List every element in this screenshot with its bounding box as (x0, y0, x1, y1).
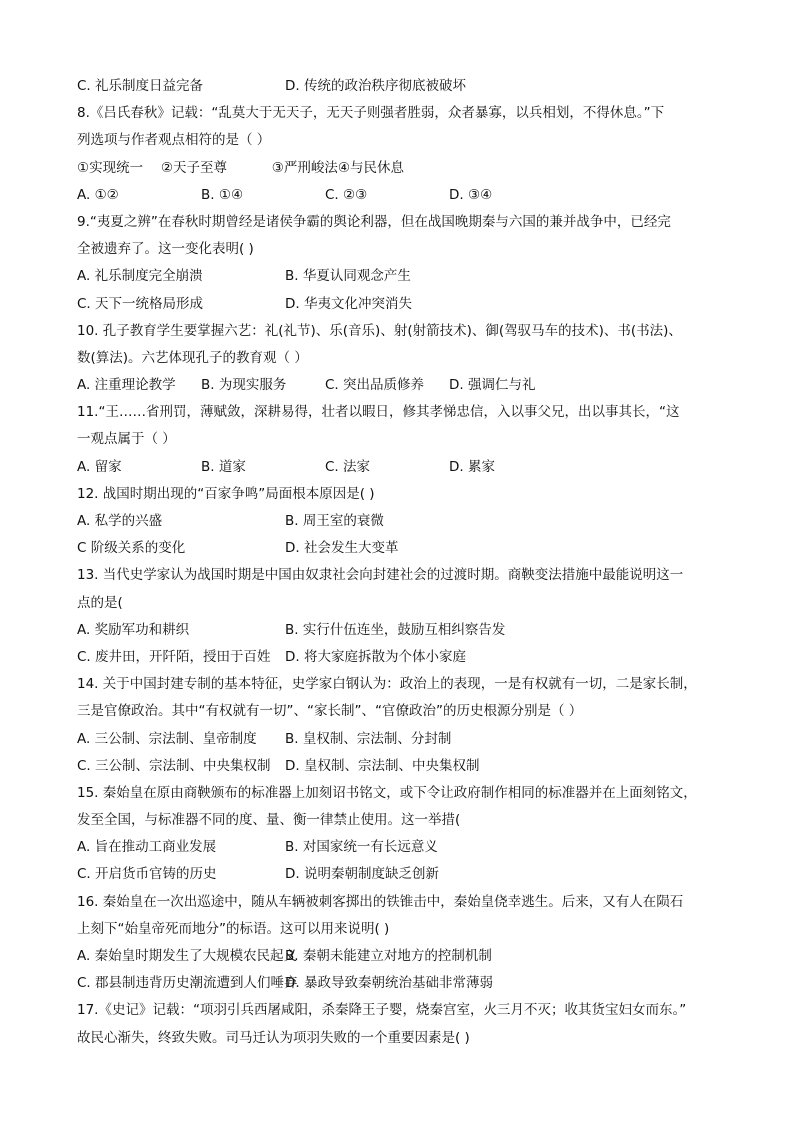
answer-option: A. 旨在推动工商业发展 (77, 839, 217, 856)
answer-option: C. 礼乐制度日益完备 (77, 78, 204, 94)
question-text-line: 13. 当代史学家认为战国时期是中国由奴隶社会向封建社会的过渡时期。商鞅变法措施中最能说明这一 (77, 567, 684, 584)
options-row (77, 970, 722, 997)
question-text-line: 12. 战国时期出现的“百家争鸣”局面根本原因是( ) (77, 485, 375, 502)
question-text-line: 数(算法)。六艺体现孔子的教育观（ ） (77, 349, 308, 366)
options-row (77, 861, 722, 888)
answer-option: C. 突出品质修养 (325, 377, 425, 394)
question-text-line: 14. 关于中国封建专制的基本特征，史学家白钢认为：政治上的表现，一是有权就有一切，二是家长制， (77, 676, 697, 693)
answer-option: B. 华夏认同观念产生 (285, 268, 411, 285)
answer-option: D. 将大家庭拆散为个体小家庭 (285, 648, 466, 665)
options-row (77, 834, 722, 861)
answer-option: C. 郡县制违背历史潮流遭到人们唾弃 (77, 975, 298, 992)
answer-option: C 阶级关系的变化 (77, 540, 186, 557)
answer-option: A. 留家 (77, 458, 122, 475)
answer-option: B. ①④ (201, 186, 244, 203)
answer-option: A. 注重理论教学 (77, 377, 176, 394)
answer-option: A. ①② (77, 186, 119, 203)
answer-option: B. 秦朝未能建立对地方的控制机制 (285, 948, 492, 964)
question-text-line: 一观点属于（ ） (77, 431, 176, 448)
answer-option: C. 天下一统格局形成 (77, 295, 204, 312)
answer-option: A. 奖励军功和耕织 (77, 621, 190, 638)
question-text-line: 17.《史记》记载：“项羽引兵西屠咸阳，杀秦降王子婴，烧秦宫室，火三月不灭；收其货宝妇女而东。” (77, 1002, 687, 1019)
answer-option: A. 三公制、宗法制、皇帝制度 (77, 730, 257, 747)
question-text-line: 上刻下“始皇帝死而地分”的标语。这可以用来说明( ) (77, 920, 390, 937)
options-row (77, 372, 722, 399)
options-row (77, 943, 722, 970)
answer-option: D. 皇权制、宗法制、中央集权制 (285, 757, 480, 774)
answer-option: B. 皇权制、宗法制、分封制 (285, 730, 452, 747)
answer-option: C. 开启货币官铸的历史 (77, 866, 217, 883)
answer-option: B. 为现实服务 (201, 377, 287, 394)
answer-option: D. 华夷文化冲突消失 (285, 295, 412, 312)
options-row (77, 508, 722, 535)
question-text-line: 发至全国，与标准器不同的度、量、衡一律禁止使用。这一举措( (77, 812, 461, 829)
options-row (77, 726, 722, 753)
answer-option: B. 道家 (201, 458, 246, 475)
answer-option: D. ③④ (449, 186, 493, 203)
question-text-line: 11.“王……省刑罚，薄赋敛，深耕易得，壮者以暇日，修其孝悌忠信，入以事父兄，出以事其长，“这 (77, 404, 680, 421)
answer-option: D. 说明秦朝制度缺乏创新 (285, 866, 439, 883)
question-text-line: 列选项与作者观点相符的是（ ） (77, 132, 271, 149)
answer-option: C. ②③ (325, 186, 368, 203)
answer-option: B. 周王室的衰微 (285, 513, 384, 529)
options-row (77, 753, 722, 780)
question-text-line: ①实现统一 ②天子至尊 ③严刑峻法④与民休息 (77, 159, 404, 176)
question-text-line: 故民心渐失，终致失败。司马迁认为项羽失败的一个重要因素是( ) (77, 1029, 470, 1046)
answer-option: B. 实行什伍连坐，鼓励互相纠察告发 (285, 621, 506, 638)
question-text-line: 8.《吕氏春秋》记载：“乱莫大于无天子，无天子则强者胜弱，众者暴寡，以兵相划，不得休息。”下 (77, 105, 665, 122)
options-row (77, 263, 722, 290)
answer-option: C. 三公制、宗法制、中央集权制 (77, 757, 271, 774)
options-row (77, 644, 722, 671)
question-text-line: 16. 秦始皇在一次出巡途中，随从车辆被刺客掷出的铁锥击中，秦始皇侥幸逃生。后来，又有人在陨石 (77, 893, 684, 910)
options-row (77, 73, 722, 100)
answer-option: D. 社会发生大变革 (285, 540, 399, 557)
question-text-line: 15. 秦始皇在原由商鞅颁布的标准器上加刻诏书铭文，或下令让政府制作相同的标准器并在上面刻铭文， (77, 784, 697, 801)
answer-option: A. 礼乐制度完全崩溃 (77, 268, 203, 285)
question-text-line: 点的是( (77, 594, 123, 611)
options-row (77, 291, 722, 318)
answer-option: C. 法家 (325, 458, 371, 475)
answer-option: C. 废井田，开阡陌，授田于百姓 (77, 648, 271, 665)
answer-option: A. 秦始皇时期发生了大规模农民起义 (77, 948, 298, 964)
answer-option: D. 强调仁与礼 (449, 377, 536, 394)
answer-option: D. 累家 (449, 458, 495, 475)
answer-option: D. 传统的政治秩序彻底被破坏 (285, 78, 466, 94)
question-text-line: 全被遗弃了。这一变化表明( ) (77, 241, 254, 258)
question-text-line: 10. 孔子教育学生要掌握六艺：礼(礼节)、乐(音乐)、射(射箭技术)、御(驾驭马车的技术)、书(书法)、 (77, 322, 682, 339)
options-row (77, 454, 722, 481)
question-text-line: 三是官僚政治。其中“有权就有一切”、“家长制”、“官僚政治”的历史根源分别是（ ） (77, 703, 583, 720)
answer-option: D. 暴政导致秦朝统治基础非常薄弱 (285, 975, 493, 992)
question-list (77, 73, 722, 1052)
options-row (77, 535, 722, 562)
answer-option: A. 私学的兴盛 (77, 513, 163, 529)
question-text-line: 9.“夷夏之辨”在春秋时期曾经是诸侯争霸的舆论利器，但在战国晚期秦与六国的兼并战争中，已经完 (77, 213, 671, 230)
options-row (77, 182, 722, 209)
answer-option: B. 对国家统一有长远意义 (285, 839, 438, 856)
options-row (77, 617, 722, 644)
